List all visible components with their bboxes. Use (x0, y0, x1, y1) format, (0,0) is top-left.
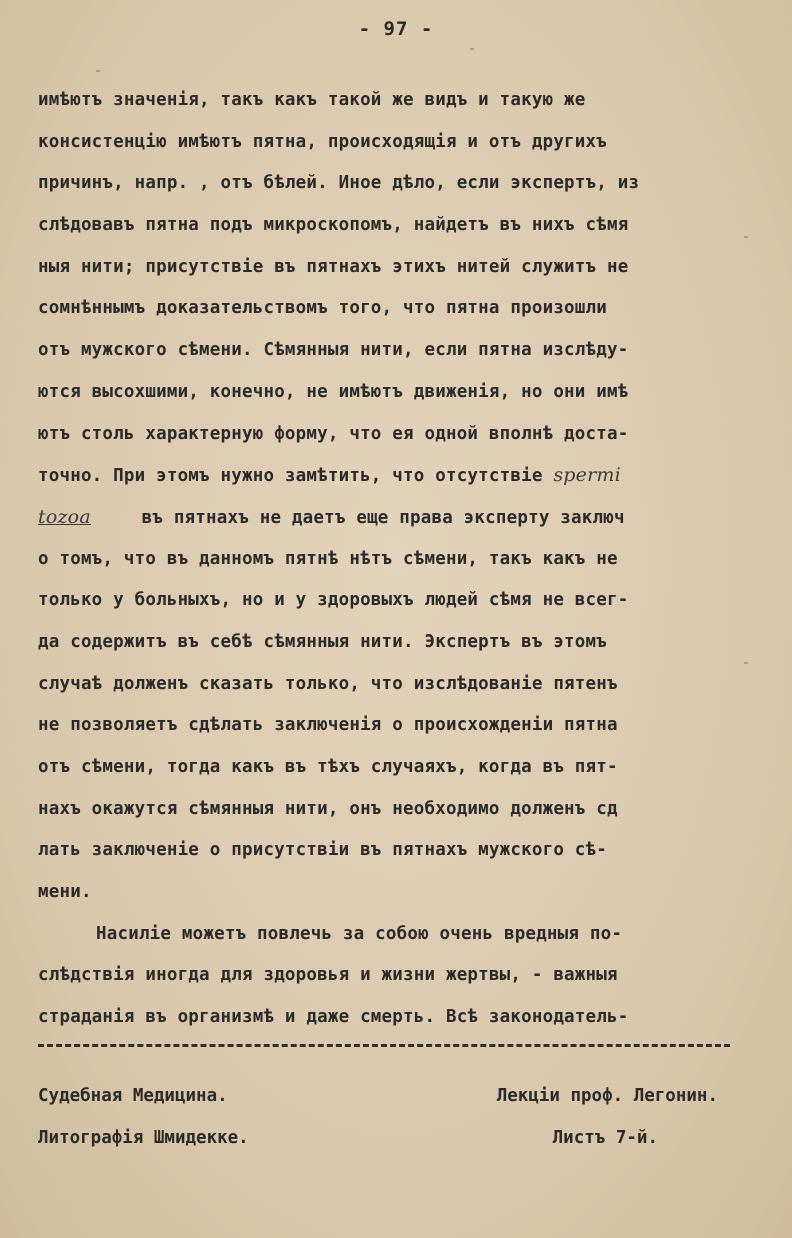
footer-lecturer: Лекціи проф. Легонин. (496, 1086, 718, 1106)
text-fragment: точно. При этомъ нужно замѣтить, что отсутствіе (38, 466, 543, 487)
text-line: имѣютъ значенія, такъ какъ такой же видъ и такую же (38, 90, 586, 110)
paper-speck (744, 236, 748, 238)
text-line: отъ сѣмени, тогда какъ въ тѣхъ случаяхъ, когда въ пят- (38, 757, 618, 777)
text-line: да содержитъ въ себѣ сѣмянныя нити. Экспертъ въ этомъ (38, 631, 608, 652)
handwritten-insertion: tozoa (38, 505, 91, 528)
footer-sheet-number: Листъ 7-й. (552, 1128, 658, 1148)
dashed-separator (38, 1044, 730, 1047)
text-line: причинъ, напр. , отъ бѣлей. Иное дѣло, если экспертъ, из (38, 173, 640, 194)
text-line: нахъ окажутся сѣмянныя нити, онъ необходимо долженъ сд (38, 798, 618, 819)
text-line: Насиліе можетъ повлечь за собою очень вредныя по- (96, 923, 623, 944)
footer-course-title: Судебная Медицина. (38, 1086, 228, 1106)
text-line: лать заключеніе о присутствіи въ пятнахъ мужского сѣ- (38, 840, 608, 861)
handwritten-insertion: spermi (553, 464, 621, 487)
text-line: слѣдовавъ пятна подъ микроскопомъ, найдетъ въ нихъ сѣмя (38, 215, 629, 236)
paper-speck (744, 662, 748, 664)
text-line: о томъ, что въ данномъ пятнѣ нѣтъ сѣмени, такъ какъ не (38, 548, 618, 569)
paper-speck (470, 48, 474, 50)
text-line: не позволяетъ сдѣлать заключенія о происхожденіи пятна (38, 715, 618, 736)
text-fragment: въ пятнахъ не даетъ еще права эксперту заключ (141, 507, 625, 528)
paper-speck (96, 70, 100, 72)
text-line: сомнѣннымъ доказательствомъ того, что пятна произошли (38, 298, 608, 319)
main-text (38, 80, 738, 1039)
text-line: отъ мужского сѣмени. Сѣмянныя нити, если пятна изслѣду- (38, 340, 629, 361)
footer-printer: Литографія Шмидекке. (38, 1128, 249, 1148)
text-line: ются высохшими, конечно, не имѣютъ движенія, но они имѣ (38, 381, 629, 402)
text-line: консистенцію имѣютъ пятна, происходящія и отъ другихъ (38, 131, 608, 152)
text-line: страданія въ организмѣ и даже смерть. Всѣ законодатель- (38, 1007, 629, 1028)
text-line: только у больныхъ, но и у здоровыхъ людей сѣмя не всег- (38, 590, 629, 611)
text-line: слѣдствія иногда для здоровья и жизни жертвы, - важныя (38, 965, 618, 986)
text-line (38, 497, 738, 539)
footer-row (38, 1086, 718, 1106)
text-line: ныя нити; присутствіе въ пятнахъ этихъ нитей служитъ не (38, 256, 629, 277)
text-line: мени. (38, 882, 92, 903)
footer-row (38, 1128, 718, 1148)
text-line: ютъ столь характерную форму, что ея одной вполнѣ доста- (38, 423, 629, 444)
text-line: случаѣ долженъ сказать только, что изслѣдованіе пятенъ (38, 673, 618, 694)
page-number: - 97 - (358, 18, 434, 40)
text-line (38, 455, 738, 497)
